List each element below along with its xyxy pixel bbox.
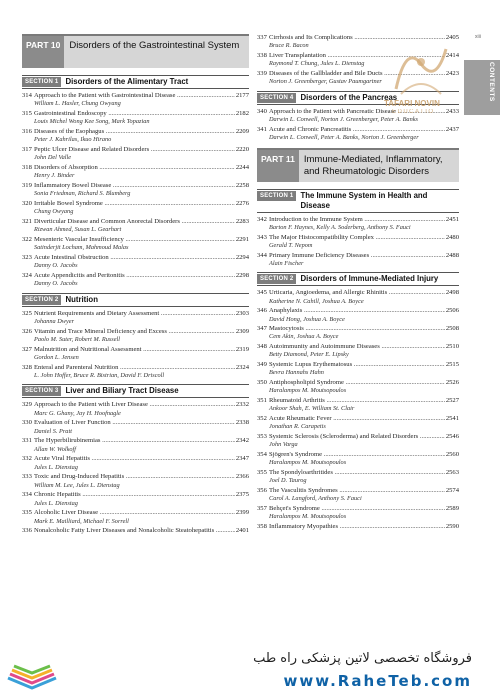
chapter-authors: Sonia Friedman, Richard S. Blumberg bbox=[34, 190, 131, 198]
chapter-number: 325 bbox=[22, 309, 32, 317]
toc-entry[interactable] bbox=[22, 254, 249, 270]
left-sections bbox=[22, 75, 249, 535]
chapter-title: Anaphylaxis ..... bbox=[269, 307, 445, 315]
toc-entry-line bbox=[257, 487, 459, 495]
toc-entry-line bbox=[22, 364, 249, 372]
page-number: 2515 bbox=[445, 361, 459, 369]
page-number: 2433 bbox=[445, 107, 459, 115]
chapter-number: 351 bbox=[257, 397, 267, 405]
section-title: Disorders of the Pancreas bbox=[300, 92, 398, 102]
chapter-title: Urticaria, Angioedema, and Allergic Rhinitis ..... bbox=[269, 289, 445, 297]
toc-entry-line bbox=[22, 254, 249, 262]
toc-entry[interactable] bbox=[257, 234, 459, 250]
toc-entry[interactable] bbox=[257, 216, 459, 232]
page-number: 2276 bbox=[235, 199, 249, 207]
chapter-number: 354 bbox=[257, 451, 267, 459]
page-number: 2488 bbox=[445, 251, 459, 259]
chapter-authors: John Del Valle bbox=[34, 154, 72, 162]
toc-entry[interactable] bbox=[22, 218, 249, 234]
toc-entry[interactable] bbox=[257, 469, 459, 485]
chapter-number: 349 bbox=[257, 361, 267, 369]
section-label: SECTION 1 bbox=[22, 77, 61, 87]
toc-entry[interactable] bbox=[22, 146, 249, 162]
chapter-authors: Barton F. Haynes, Kelly A. Soderberg, Anthony S. Fauci bbox=[269, 223, 411, 231]
section-header bbox=[257, 189, 459, 213]
toc-entry-line bbox=[257, 126, 459, 134]
toc-entry-line bbox=[257, 252, 459, 260]
chapter-authors: Cem Akin, Joshua A. Boyce bbox=[269, 333, 339, 341]
chapter-number: 357 bbox=[257, 505, 267, 513]
page-number: 2437 bbox=[445, 125, 459, 133]
chapter-authors: Haralampos M. Moutsopoulos bbox=[269, 459, 347, 467]
toc-entry-line bbox=[22, 401, 249, 409]
page-number: 2182 bbox=[235, 109, 249, 117]
chapter-title: Autoimmunity and Autoimmune Diseases ..... bbox=[269, 343, 445, 351]
chapter-number: 348 bbox=[257, 343, 267, 351]
page-number: 2401 bbox=[235, 527, 249, 535]
chapter-number: 314 bbox=[22, 92, 32, 99]
toc-entry-line bbox=[257, 415, 459, 423]
chapter-title: Alcoholic Liver Disease ..... bbox=[34, 509, 235, 517]
page-number: 2546 bbox=[445, 433, 459, 441]
chapter-authors: Bruce R. Bacon bbox=[269, 42, 309, 50]
right-sections bbox=[257, 189, 459, 532]
toc-entry-line bbox=[22, 491, 249, 499]
toc-entry-line bbox=[22, 110, 249, 118]
chapter-title: Antiphospholipid Syndrome ..... bbox=[269, 379, 445, 387]
chapter-title: Diseases of the Gallbladder and Bile Ducts ..... bbox=[269, 70, 445, 78]
chapter-number: 328 bbox=[22, 363, 32, 371]
chapter-number: 350 bbox=[257, 379, 267, 387]
chapter-authors: Gerald T. Nepom bbox=[269, 241, 313, 249]
chapter-authors: Carol A. Langford, Anthony S. Fauci bbox=[269, 495, 362, 503]
chapter-authors: Betty Diamond, Peter E. Lipsky bbox=[269, 351, 349, 359]
toc-entry-line bbox=[22, 128, 249, 136]
toc-entry[interactable] bbox=[257, 126, 459, 142]
page-number: 2405 bbox=[445, 34, 459, 41]
chapter-number: 344 bbox=[257, 251, 267, 259]
chapter-title: Approach to the Patient with Liver Disease ..... bbox=[34, 401, 235, 409]
chapter-number: 338 bbox=[257, 51, 267, 59]
chapter-number: 343 bbox=[257, 233, 267, 241]
toc-entry-line bbox=[22, 218, 249, 226]
toc-entry[interactable] bbox=[257, 487, 459, 503]
section-header bbox=[22, 75, 249, 89]
toc-entry-line bbox=[22, 92, 249, 100]
chapter-authors: Darwin L. Conwell, Norton J. Greenberger, Peter A. Banks bbox=[269, 115, 418, 123]
page-number: 2338 bbox=[235, 419, 249, 427]
toc-section bbox=[22, 384, 249, 535]
section-label: SECTION 4 bbox=[257, 93, 296, 103]
page-number: 2589 bbox=[445, 505, 459, 513]
chapter-number: 321 bbox=[22, 217, 32, 225]
toc-entry-line bbox=[257, 289, 459, 297]
chapter-authors: Joel D. Taurog bbox=[269, 477, 307, 485]
chapter-title: Acute Viral Hepatitis ..... bbox=[34, 455, 235, 463]
chapter-authors: Danny O. Jacobs bbox=[34, 262, 78, 270]
chapter-authors: William L. Hasler, Chung Owyang bbox=[34, 100, 121, 108]
section-label: SECTION 3 bbox=[22, 386, 61, 396]
toc-entry-line bbox=[22, 164, 249, 172]
toc-entry-line bbox=[257, 325, 459, 333]
page-number: 2480 bbox=[445, 233, 459, 241]
toc-entry-line bbox=[22, 310, 249, 318]
chapter-authors: Haralampos M. Moutsopoulos bbox=[269, 387, 347, 395]
chapter-authors: Henry J. Binder bbox=[34, 172, 75, 180]
chapter-number: 337 bbox=[257, 34, 267, 41]
toc-entry-line bbox=[22, 527, 249, 535]
chapter-authors: Jules L. Dienstag bbox=[34, 463, 78, 471]
section-title: The Immune System in Health and Disease bbox=[300, 190, 428, 210]
chapter-authors: Ankoor Shah, E. William St. Clair bbox=[269, 405, 355, 413]
chapter-title: The Major Histocompatibility Complex ..... bbox=[269, 234, 445, 242]
page-number: 2541 bbox=[445, 415, 459, 423]
chapter-number: 336 bbox=[22, 527, 32, 535]
toc-entry-line bbox=[22, 419, 249, 427]
toc-entry[interactable] bbox=[22, 401, 249, 417]
page-number: 2244 bbox=[235, 163, 249, 171]
toc-entry[interactable] bbox=[257, 379, 459, 395]
chapter-authors: Rizwan Ahmed, Susan L. Gearhart bbox=[34, 226, 122, 234]
store-name: فروشگاه تخصصی لاتین پزشکی راه طب bbox=[253, 651, 472, 666]
chapter-title: Malnutrition and Nutritional Assessment ..... bbox=[34, 346, 235, 354]
chapter-title: Approach to the Patient with Gastrointestinal Disease ..... bbox=[34, 92, 235, 100]
page-number: 2258 bbox=[235, 181, 249, 189]
section-header bbox=[257, 272, 459, 286]
toc-entry[interactable] bbox=[257, 307, 459, 323]
chapter-title: Peptic Ulcer Disease and Related Disorders ..... bbox=[34, 146, 235, 154]
toc-entry[interactable] bbox=[22, 491, 249, 507]
page-number: 2319 bbox=[235, 345, 249, 353]
chapter-title: Irritable Bowel Syndrome ..... bbox=[34, 200, 235, 208]
toc-entry-line bbox=[257, 361, 459, 369]
toc-entry-line bbox=[22, 236, 249, 244]
toc-entry-line bbox=[257, 307, 459, 315]
toc-entry[interactable] bbox=[257, 361, 459, 377]
toc-entry-line bbox=[22, 146, 249, 154]
page-number: 2563 bbox=[445, 469, 459, 477]
toc-entry[interactable] bbox=[22, 128, 249, 144]
chapter-number: 355 bbox=[257, 469, 267, 477]
chapter-title: Diseases of the Esophagus ..... bbox=[34, 128, 235, 136]
chapter-authors: Norton J. Greenberger, Gustav Paumgartner bbox=[269, 78, 382, 86]
chapter-title: The Vasculitis Syndromes ..... bbox=[269, 487, 445, 495]
chapter-authors: Bevra Hannahs Hahn bbox=[269, 369, 324, 377]
chapter-title: Mesenteric Vascular Insufficiency ..... bbox=[34, 236, 235, 244]
chapter-number: 334 bbox=[22, 491, 32, 499]
page-number: 2399 bbox=[235, 509, 249, 517]
toc-entry[interactable] bbox=[22, 328, 249, 344]
chapter-title: Approach to the Patient with Pancreatic Disease ..... bbox=[269, 108, 445, 116]
toc-entry-line bbox=[257, 379, 459, 387]
toc-entry-line bbox=[257, 433, 459, 441]
toc-entry[interactable] bbox=[257, 523, 459, 531]
chapter-number: 353 bbox=[257, 433, 267, 441]
chapter-number: 358 bbox=[257, 523, 267, 531]
section-header bbox=[22, 384, 249, 398]
toc-entry[interactable] bbox=[22, 437, 249, 453]
chapter-authors: Louis Michel Wong Kee Song, Mark Topazian bbox=[34, 118, 150, 126]
chapter-authors: Paolo M. Suter, Robert M. Russell bbox=[34, 335, 121, 343]
part-title: Disorders of the Gastrointestinal System bbox=[69, 40, 240, 51]
chapter-number: 331 bbox=[22, 437, 32, 445]
toc-entry-line bbox=[22, 473, 249, 481]
chapter-title: Acute and Chronic Pancreatitis ..... bbox=[269, 126, 445, 134]
part-label: PART 10 bbox=[22, 36, 64, 68]
chapter-authors: Jules L. Dienstag bbox=[34, 499, 78, 507]
toc-entry[interactable] bbox=[22, 455, 249, 471]
toc-entry-line bbox=[257, 397, 459, 405]
toc-entry[interactable] bbox=[22, 200, 249, 216]
toc-entry-line bbox=[22, 346, 249, 354]
part-11-header bbox=[257, 148, 459, 182]
toc-entry[interactable] bbox=[257, 397, 459, 413]
chapter-authors: Alain Fischer bbox=[269, 259, 304, 267]
page-number: 2324 bbox=[235, 363, 249, 371]
toc-entry-line bbox=[257, 505, 459, 513]
page-number: 2508 bbox=[445, 325, 459, 333]
chapter-title: Primary Immune Deficiency Diseases ..... bbox=[269, 252, 445, 260]
chapter-title: Cirrhosis and Its Complications ..... bbox=[269, 34, 445, 42]
chapter-number: 352 bbox=[257, 415, 267, 423]
page-label: xiii bbox=[475, 34, 481, 40]
chapter-authors: Gordon L. Jensen bbox=[34, 353, 79, 361]
chapter-authors: Satinderjit Locham, Mahmoud Malas bbox=[34, 244, 129, 252]
toc-entry[interactable] bbox=[257, 289, 459, 305]
section-title: Nutrition bbox=[65, 294, 98, 304]
toc-entry-line bbox=[257, 234, 459, 242]
toc-entry[interactable] bbox=[22, 92, 249, 108]
chapter-number: 333 bbox=[22, 473, 32, 481]
page-number: 2283 bbox=[235, 217, 249, 225]
chapter-number: 340 bbox=[257, 107, 267, 115]
chapter-authors: Johanna Dwyer bbox=[34, 317, 75, 325]
chapter-number: 347 bbox=[257, 325, 267, 333]
chapter-title: Toxic and Drug-Induced Hepatitis ..... bbox=[34, 473, 235, 481]
page-number: 2177 bbox=[235, 92, 249, 99]
toc-section bbox=[257, 272, 459, 531]
chapter-title: Mastocytosis ..... bbox=[269, 325, 445, 333]
part-title: Immune-Mediated, Inflammatory, and Rheumatologic Disorders bbox=[303, 153, 443, 177]
page-number: 2347 bbox=[235, 455, 249, 463]
chapter-number: 342 bbox=[257, 215, 267, 223]
toc-entry-line bbox=[22, 455, 249, 463]
toc-entry-line bbox=[257, 469, 459, 477]
chapter-number: 356 bbox=[257, 487, 267, 495]
chapter-title: Introduction to the Immune System ..... bbox=[269, 216, 445, 224]
chapter-authors: William M. Lee, Jules L. Dienstag bbox=[34, 481, 120, 489]
chapter-authors: Haralampos M. Moutsopoulos bbox=[269, 513, 347, 521]
chapter-title: Systemic Sclerosis (Scleroderma) and Related Disorders ..... bbox=[269, 433, 445, 441]
page-number: 2220 bbox=[235, 145, 249, 153]
toc-entry[interactable] bbox=[22, 419, 249, 435]
chapter-number: 320 bbox=[22, 199, 32, 207]
chapter-number: 332 bbox=[22, 455, 32, 463]
toc-entry-line bbox=[22, 509, 249, 517]
toc-entry-line bbox=[257, 216, 459, 224]
chapter-number: 318 bbox=[22, 163, 32, 171]
page-number: 2451 bbox=[445, 215, 459, 223]
section-label: SECTION 2 bbox=[22, 295, 61, 305]
chapter-number: 346 bbox=[257, 307, 267, 315]
page-number: 2423 bbox=[445, 69, 459, 77]
section-header bbox=[22, 293, 249, 307]
chapter-title: Diverticular Disease and Common Anorectal Disorders ..... bbox=[34, 218, 235, 226]
chapter-number: 327 bbox=[22, 345, 32, 353]
chapter-title: Evaluation of Liver Function ..... bbox=[34, 419, 235, 427]
chapter-authors: David Hong, Joshua A. Boyce bbox=[269, 315, 345, 323]
part-label: PART 11 bbox=[257, 150, 299, 182]
chapter-authors: Chung Owyang bbox=[34, 208, 74, 216]
toc-entry[interactable] bbox=[257, 325, 459, 341]
chapter-title: Vitamin and Trace Mineral Deficiency and Excess ..... bbox=[34, 328, 235, 336]
page-number: 2527 bbox=[445, 397, 459, 405]
toc-entry[interactable] bbox=[257, 451, 459, 467]
section-label: SECTION 1 bbox=[257, 191, 296, 201]
chapter-title: Inflammatory Bowel Disease ..... bbox=[34, 182, 235, 190]
part-10-header bbox=[22, 34, 249, 68]
toc-entry[interactable] bbox=[257, 252, 459, 268]
toc-entry[interactable] bbox=[22, 164, 249, 180]
chapter-authors: L. John Hoffer, Bruce R. Bistrian, David F. Driscoll bbox=[34, 371, 165, 379]
chapter-number: 317 bbox=[22, 145, 32, 153]
toc-entry[interactable] bbox=[22, 310, 249, 326]
toc-entry[interactable] bbox=[257, 433, 459, 449]
chapter-number: 316 bbox=[22, 127, 32, 135]
toc-section bbox=[22, 75, 249, 288]
chapter-number: 322 bbox=[22, 235, 32, 243]
toc-entry[interactable] bbox=[257, 415, 459, 431]
toc-entry[interactable] bbox=[22, 236, 249, 252]
page-number: 2590 bbox=[445, 523, 459, 531]
chapter-title: Acute Appendicitis and Peritonitis ..... bbox=[34, 272, 235, 280]
toc-entry[interactable] bbox=[257, 343, 459, 359]
watermark-sub: EDUCATIO bbox=[392, 109, 435, 115]
left-column bbox=[22, 34, 249, 538]
page-number: 2332 bbox=[235, 401, 249, 409]
open-book-logo-icon bbox=[4, 648, 60, 696]
toc-entry[interactable] bbox=[22, 364, 249, 380]
chapter-authors: Daniel S. Pratt bbox=[34, 427, 72, 435]
watermark-name: TAFARI NOVIN bbox=[384, 99, 440, 108]
chapter-number: 330 bbox=[22, 419, 32, 427]
chapter-title: Enteral and Parenteral Nutrition ..... bbox=[34, 364, 235, 372]
chapter-authors: Peter J. Kahrilas, Ikuo Hirano bbox=[34, 136, 112, 144]
chapter-number: 339 bbox=[257, 69, 267, 77]
page-number: 2298 bbox=[235, 271, 249, 279]
chapter-title: Behçet's Syndrome ..... bbox=[269, 505, 445, 513]
toc-section bbox=[22, 293, 249, 380]
chapter-title: Sjögren's Syndrome ..... bbox=[269, 451, 445, 459]
chapter-number: 315 bbox=[22, 109, 32, 117]
chapter-authors: Raymond T. Chung, Jules L. Dienstag bbox=[269, 60, 365, 68]
chapter-authors: Jonathan R. Carapetis bbox=[269, 423, 326, 431]
page-number: 2309 bbox=[235, 327, 249, 335]
page-number: 2560 bbox=[445, 451, 459, 459]
chapter-number: 324 bbox=[22, 271, 32, 279]
page-number: 2526 bbox=[445, 379, 459, 387]
chapter-authors: Darwin L. Conwell, Peter A. Banks, Norton J. Greenberger bbox=[269, 133, 419, 141]
store-url[interactable]: www.RaheTeb.com bbox=[283, 672, 472, 690]
contents-tab-label: CONTENTS bbox=[488, 62, 495, 102]
section-title: Liver and Biliary Tract Disease bbox=[65, 386, 179, 396]
chapter-number: 323 bbox=[22, 253, 32, 261]
page-number: 2209 bbox=[235, 127, 249, 135]
toc-entry-line bbox=[22, 182, 249, 190]
chapter-title: Nutrient Requirements and Dietary Assessment ..... bbox=[34, 310, 235, 318]
chapter-number: 345 bbox=[257, 289, 267, 297]
chapter-title: Gastrointestinal Endoscopy ..... bbox=[34, 110, 235, 118]
page-number: 2574 bbox=[445, 487, 459, 495]
page-number: 2342 bbox=[235, 437, 249, 445]
toc-entry[interactable] bbox=[22, 346, 249, 362]
chapter-title: Inflammatory Myopathies ..... bbox=[269, 523, 445, 531]
chapter-number: 341 bbox=[257, 125, 267, 133]
chapter-number: 319 bbox=[22, 181, 32, 189]
chapter-title: Liver Transplantation ..... bbox=[269, 52, 445, 60]
section-label: SECTION 2 bbox=[257, 274, 296, 284]
chapter-title: Chronic Hepatitis ..... bbox=[34, 491, 235, 499]
toc-entry-line bbox=[22, 437, 249, 445]
chapter-number: 326 bbox=[22, 327, 32, 335]
chapter-title: Systemic Lupus Erythematosus ..... bbox=[269, 361, 445, 369]
chapter-number: 329 bbox=[22, 401, 32, 409]
chapter-title: The Hyperbilirubinemias ..... bbox=[34, 437, 235, 445]
toc-entry[interactable] bbox=[257, 505, 459, 521]
page-number: 2375 bbox=[235, 491, 249, 499]
toc-entry[interactable] bbox=[22, 527, 249, 535]
page-number: 2510 bbox=[445, 343, 459, 351]
page-number: 2414 bbox=[445, 51, 459, 59]
section-title: Disorders of the Alimentary Tract bbox=[65, 77, 189, 86]
toc-entry-line bbox=[22, 272, 249, 280]
chapter-authors: Danny O. Jacobs bbox=[34, 280, 78, 288]
chapter-number: 335 bbox=[22, 509, 32, 517]
chapter-title: Disorders of Absorption ..... bbox=[34, 164, 235, 172]
chapter-title: Rheumatoid Arthritis ..... bbox=[269, 397, 445, 405]
section-title: Disorders of Immune-Mediated Injury bbox=[300, 274, 439, 284]
toc-entry-line bbox=[22, 328, 249, 336]
page-number: 2506 bbox=[445, 307, 459, 315]
chapter-title: Nonalcoholic Fatty Liver Diseases and Nonalcoholic Steatohepatitis ..... bbox=[34, 527, 235, 535]
toc-entry-line bbox=[257, 343, 459, 351]
toc-entry-line bbox=[257, 523, 459, 531]
page-number: 2294 bbox=[235, 253, 249, 261]
toc-entry-line bbox=[257, 451, 459, 459]
chapter-authors: John Varga bbox=[269, 441, 298, 449]
chapter-title: Acute Intestinal Obstruction ..... bbox=[34, 254, 235, 262]
toc-section bbox=[257, 189, 459, 268]
page-number: 2498 bbox=[445, 289, 459, 297]
toc-entry[interactable] bbox=[22, 110, 249, 126]
chapter-title: The Spondyloarthritides ..... bbox=[269, 469, 445, 477]
toc-entry[interactable] bbox=[22, 473, 249, 489]
toc-entry-line bbox=[22, 200, 249, 208]
toc-entry[interactable] bbox=[22, 509, 249, 525]
chapter-title: Acute Rheumatic Fever ..... bbox=[269, 415, 445, 423]
page-number: 2303 bbox=[235, 309, 249, 317]
chapter-authors: Marc G. Ghany, Jay H. Hoofnagle bbox=[34, 409, 121, 417]
toc-entry[interactable] bbox=[22, 182, 249, 198]
chapter-authors: Allan W. Wolkoff bbox=[34, 445, 77, 453]
page-number: 2291 bbox=[235, 235, 249, 243]
chapter-authors: Mark E. Mailliard, Michael F. Sorrell bbox=[34, 517, 129, 525]
page-number: 2366 bbox=[235, 473, 249, 481]
toc-entry[interactable] bbox=[22, 272, 249, 288]
chapter-authors: Katherine N. Cahill, Joshua A. Boyce bbox=[269, 297, 364, 305]
